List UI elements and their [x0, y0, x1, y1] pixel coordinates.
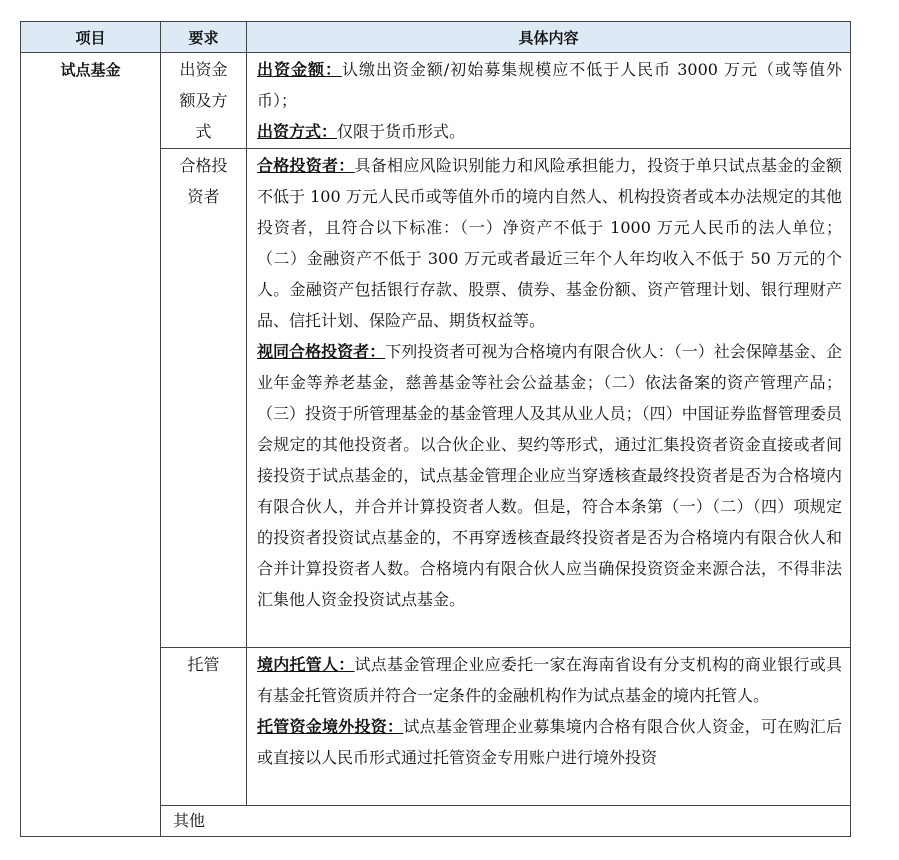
- content-text: 下列投资者可视为合格境内有限合伙人：（一）社会保障基金、企业年金等养老基金，慈善基金等社会公益基金；（二）依法备案的资产管理产品；（三）投资于所管理基金的基金管理人及其从业人员；（四）中国证券监督管理委员会规定的其他投资者。以合伙企业、契约等形式，通过汇集投资者资金直接或者间接投资于试点基金的，试点基金管理企业应当穿透核查最终投资者是否为合格境内有限合伙人，并合并计算投资者人数。但是，符合本条第（一）（二）（四）项规定的投资者投资试点基金的，不再穿透核查最终投资者是否为合格境内有限合伙人和合并计算投资者人数。合格境内有限合伙人应当确保投资资金来源合法，不得非法汇集他人资金投资试点基金。: [257, 342, 842, 609]
- content-label: 托管资金境外投资：: [257, 717, 404, 736]
- content-paragraph: [257, 649, 842, 711]
- content-cell: [247, 53, 851, 149]
- table-row: [21, 53, 851, 149]
- content-text: 仅限于货币形式。: [337, 122, 466, 141]
- content-paragraph: [257, 711, 842, 773]
- content-text: 具备相应风险识别能力和风险承担能力，投资于单只试点基金的金额不低于 100 万元人民币或等值外币的境内自然人、机构投资者或本办法规定的其他投资者，且符合以下标准：（一）净资产不低于 1000 万元人民币的法人单位；（二）金融资产不低于 300 万元或者最近三年个人年均收入不低于 50 万元的个人。金融资产包括银行存款、股票、债券、基金份额、资产管理计划、银行理财产品、信托计划、保险产品、期货权益等。: [257, 156, 842, 330]
- header-content: 具体内容: [247, 22, 851, 53]
- content-label: 合格投资者：: [257, 156, 355, 175]
- content-text: 认缴出资金额/初始募集规模应不低于人民币 3000 万元（或等值外币）；: [257, 60, 842, 110]
- content-text: 试点基金管理企业应委托一家在海南省设有分支机构的商业银行或具有基金托管资质并符合一定条件的金融机构作为试点基金的境内托管人。: [257, 655, 842, 705]
- content-cell: [247, 648, 851, 806]
- other-cell: 其他: [161, 806, 851, 837]
- item-cell: 试点基金: [21, 53, 161, 837]
- header-requirement: 要求: [161, 22, 247, 53]
- header-row: [21, 22, 851, 53]
- content-paragraph: [257, 54, 842, 116]
- content-label: 出资金额：: [257, 60, 342, 79]
- content-label: 境内托管人：: [257, 655, 355, 674]
- fund-requirements-table: [20, 21, 851, 837]
- requirement-label: 出资金额及方式: [179, 60, 228, 141]
- content-cell: [247, 149, 851, 648]
- requirement-cell: [161, 53, 247, 149]
- requirement-cell: [161, 648, 247, 806]
- requirement-label: 托管: [187, 655, 220, 674]
- header-item: 项目: [21, 22, 161, 53]
- content-label: 出资方式：: [257, 122, 338, 141]
- content-paragraph: [257, 336, 842, 615]
- requirement-cell: [161, 149, 247, 648]
- content-label: 视同合格投资者：: [257, 342, 386, 361]
- content-text: 试点基金管理企业募集境内合格有限合伙人资金，可在购汇后或直接以人民币形式通过托管资金专用账户进行境外投资: [257, 717, 842, 767]
- content-paragraph: [257, 116, 842, 147]
- content-paragraph: [257, 150, 842, 336]
- requirement-label: 合格投资者: [179, 156, 228, 206]
